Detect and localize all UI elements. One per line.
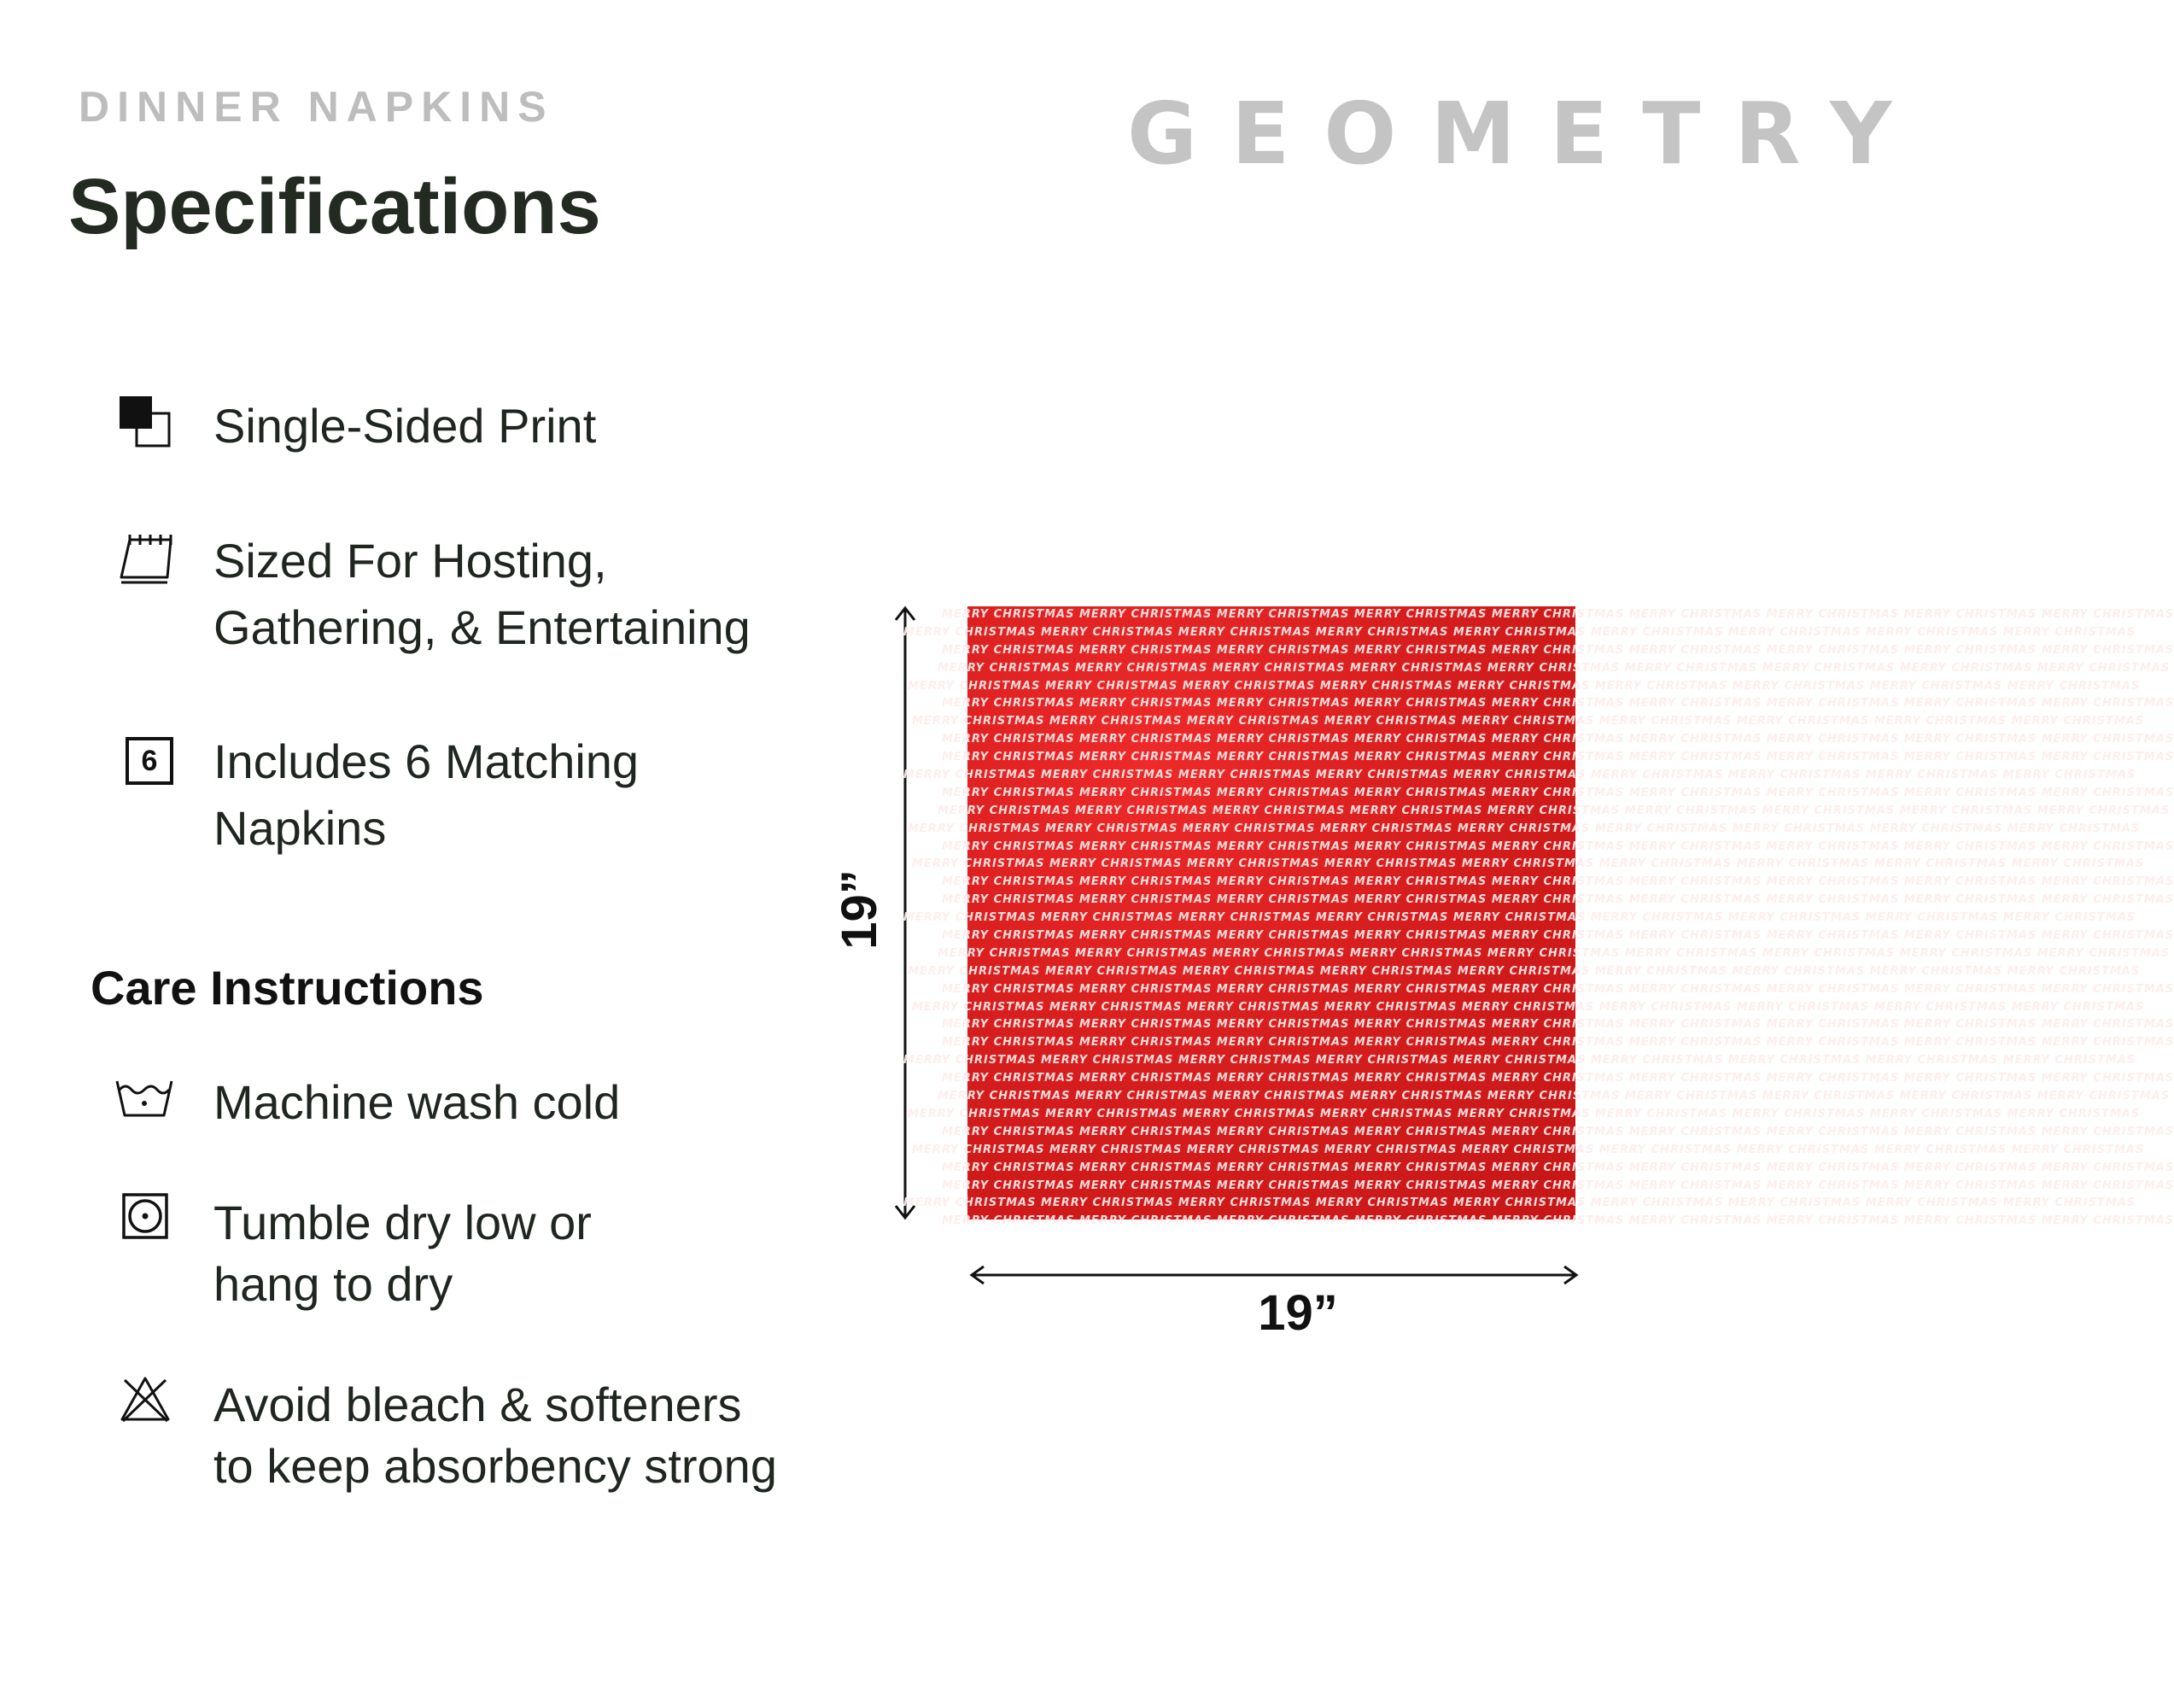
napkin-pattern-row: MERRY CHRISTMAS MERRY CHRISTMAS MERRY CHRISTMAS MERRY CHRISTMAS MERRY CHRISTMAS MERRY CHRISTMAS MERRY CHRISTMAS MERRY CHRISTMAS MERRY CHRISTMAS [903, 625, 2136, 639]
napkin-pattern-row: MERRY CHRISTMAS MERRY CHRISTMAS MERRY CHRISTMAS MERRY CHRISTMAS MERRY CHRISTMAS MERRY CHRISTMAS MERRY CHRISTMAS MERRY CHRISTMAS MERRY CHRISTMAS [908, 964, 2141, 978]
napkin-pattern-row: MERRY CHRISTMAS MERRY CHRISTMAS MERRY CHRISTMAS MERRY CHRISTMAS MERRY CHRISTMAS MERRY CHRISTMAS MERRY CHRISTMAS MERRY CHRISTMAS MERRY CHRISTMAS [942, 1125, 2174, 1138]
table-size-icon [118, 533, 174, 584]
height-label: 19” [832, 869, 887, 950]
width-label: 19” [1258, 1285, 1338, 1341]
napkin-pattern-row: MERRY CHRISTMAS MERRY CHRISTMAS MERRY CHRISTMAS MERRY CHRISTMAS MERRY CHRISTMAS MERRY CHRISTMAS MERRY CHRISTMAS MERRY CHRISTMAS MERRY CHRISTMAS [942, 751, 2174, 764]
eyebrow-label: DINNER NAPKINS [79, 83, 554, 131]
napkin-pattern-row: MERRY CHRISTMAS MERRY CHRISTMAS MERRY CHRISTMAS MERRY CHRISTMAS MERRY CHRISTMAS MERRY CHRISTMAS MERRY CHRISTMAS MERRY CHRISTMAS MERRY CHRISTMAS [942, 608, 2174, 621]
care-machine-wash [213, 1069, 794, 1136]
napkin-pattern-row: MERRY CHRISTMAS MERRY CHRISTMAS MERRY CHRISTMAS MERRY CHRISTMAS MERRY CHRISTMAS MERRY CHRISTMAS MERRY CHRISTMAS MERRY CHRISTMAS MERRY CHRISTMAS [938, 661, 2171, 675]
care-instructions-heading: Care Instructions [91, 961, 484, 1015]
care-line: Avoid bleach & softeners [213, 1378, 742, 1431]
napkin-pattern-row: MERRY CHRISTMAS MERRY CHRISTMAS MERRY CHRISTMAS MERRY CHRISTMAS MERRY CHRISTMAS MERRY CHRISTMAS MERRY CHRISTMAS MERRY CHRISTMAS MERRY CHRISTMAS [942, 697, 2174, 711]
napkin-pattern-row: MERRY CHRISTMAS MERRY CHRISTMAS MERRY CHRISTMAS MERRY CHRISTMAS MERRY CHRISTMAS MERRY CHRISTMAS MERRY CHRISTMAS MERRY CHRISTMAS MERRY CHRISTMAS [908, 822, 2141, 835]
napkin-pattern-row: MERRY CHRISTMAS MERRY CHRISTMAS MERRY CHRISTMAS MERRY CHRISTMAS MERRY CHRISTMAS MERRY CHRISTMAS MERRY CHRISTMAS MERRY CHRISTMAS MERRY CHRISTMAS [903, 911, 2136, 925]
feature-line: Gathering, & Entertaining [213, 600, 751, 654]
napkin-pattern-row: MERRY CHRISTMAS MERRY CHRISTMAS MERRY CHRISTMAS MERRY CHRISTMAS MERRY CHRISTMAS MERRY CHRISTMAS MERRY CHRISTMAS MERRY CHRISTMAS MERRY CHRISTMAS [942, 643, 2174, 657]
feature-line: Single-Sided Print [213, 399, 597, 453]
care-avoid-bleach [213, 1372, 794, 1500]
napkin-pattern-row: MERRY CHRISTMAS MERRY CHRISTMAS MERRY CHRISTMAS MERRY CHRISTMAS MERRY CHRISTMAS MERRY CHRISTMAS MERRY CHRISTMAS MERRY CHRISTMAS MERRY CHRISTMAS [942, 982, 2174, 996]
napkin-pattern-row: MERRY CHRISTMAS MERRY CHRISTMAS MERRY CHRISTMAS MERRY CHRISTMAS MERRY CHRISTMAS MERRY CHRISTMAS MERRY CHRISTMAS MERRY CHRISTMAS MERRY CHRISTMAS [938, 804, 2171, 817]
napkin-pattern-row: MERRY CHRISTMAS MERRY CHRISTMAS MERRY CHRISTMAS MERRY CHRISTMAS MERRY CHRISTMAS MERRY CHRISTMAS MERRY CHRISTMAS MERRY CHRISTMAS MERRY CHRISTMAS [942, 1161, 2174, 1174]
page-title: Specifications [68, 163, 601, 250]
count-six-glyph: 6 [141, 745, 158, 777]
napkin-pattern-row: MERRY CHRISTMAS MERRY CHRISTMAS MERRY CHRISTMAS MERRY CHRISTMAS MERRY CHRISTMAS MERRY CHRISTMAS MERRY CHRISTMAS MERRY CHRISTMAS MERRY CHRISTMAS [942, 1072, 2174, 1085]
napkin-pattern [903, 606, 2174, 1231]
single-sided-print-icon [118, 395, 172, 449]
napkin-pattern-row: MERRY CHRISTMAS MERRY CHRISTMAS MERRY CHRISTMAS MERRY CHRISTMAS MERRY CHRISTMAS MERRY CHRISTMAS MERRY CHRISTMAS MERRY CHRISTMAS MERRY CHRISTMAS [942, 1179, 2174, 1192]
napkin-pattern-row: MERRY CHRISTMAS MERRY CHRISTMAS MERRY CHRISTMAS MERRY CHRISTMAS MERRY CHRISTMAS MERRY CHRISTMAS MERRY CHRISTMAS MERRY CHRISTMAS MERRY CHRISTMAS [912, 1143, 2145, 1156]
napkin-pattern-row: MERRY CHRISTMAS MERRY CHRISTMAS MERRY CHRISTMAS MERRY CHRISTMAS MERRY CHRISTMAS MERRY CHRISTMAS MERRY CHRISTMAS MERRY CHRISTMAS MERRY CHRISTMAS [903, 1196, 2136, 1210]
napkin-pattern-row: MERRY CHRISTMAS MERRY CHRISTMAS MERRY CHRISTMAS MERRY CHRISTMAS MERRY CHRISTMAS MERRY CHRISTMAS MERRY CHRISTMAS MERRY CHRISTMAS MERRY CHRISTMAS [942, 1036, 2174, 1050]
napkin-pattern-row: MERRY CHRISTMAS MERRY CHRISTMAS MERRY CHRISTMAS MERRY CHRISTMAS MERRY CHRISTMAS MERRY CHRISTMAS MERRY CHRISTMAS MERRY CHRISTMAS MERRY CHRISTMAS [942, 929, 2174, 943]
feature-line: Sized For Hosting, [213, 534, 607, 588]
tumble-dry-low-icon [121, 1192, 169, 1240]
napkin-pattern-row: MERRY CHRISTMAS MERRY CHRISTMAS MERRY CHRISTMAS MERRY CHRISTMAS MERRY CHRISTMAS MERRY CHRISTMAS MERRY CHRISTMAS MERRY CHRISTMAS MERRY CHRISTMAS [942, 893, 2174, 907]
napkin-pattern-row: MERRY CHRISTMAS MERRY CHRISTMAS MERRY CHRISTMAS MERRY CHRISTMAS MERRY CHRISTMAS MERRY CHRISTMAS MERRY CHRISTMAS MERRY CHRISTMAS MERRY CHRISTMAS [912, 857, 2145, 871]
napkin-pattern-row: MERRY CHRISTMAS MERRY CHRISTMAS MERRY CHRISTMAS MERRY CHRISTMAS MERRY CHRISTMAS MERRY CHRISTMAS MERRY CHRISTMAS MERRY CHRISTMAS MERRY CHRISTMAS [942, 839, 2174, 853]
feature-single-sided [213, 393, 794, 459]
napkin-image [903, 606, 2174, 1228]
care-line: Machine wash cold [213, 1075, 621, 1129]
napkin-pattern-row: MERRY CHRISTMAS MERRY CHRISTMAS MERRY CHRISTMAS MERRY CHRISTMAS MERRY CHRISTMAS MERRY CHRISTMAS MERRY CHRISTMAS MERRY CHRISTMAS MERRY CHRISTMAS [908, 679, 2141, 693]
napkin-pattern-row: MERRY CHRISTMAS MERRY CHRISTMAS MERRY CHRISTMAS MERRY CHRISTMAS MERRY CHRISTMAS MERRY CHRISTMAS MERRY CHRISTMAS MERRY CHRISTMAS MERRY CHRISTMAS [938, 1090, 2171, 1103]
care-line: hang to dry [213, 1257, 453, 1311]
care-line: Tumble dry low or [213, 1196, 592, 1249]
napkin-pattern-row: MERRY CHRISTMAS MERRY CHRISTMAS MERRY CHRISTMAS MERRY CHRISTMAS MERRY CHRISTMAS MERRY CHRISTMAS MERRY CHRISTMAS MERRY CHRISTMAS MERRY CHRISTMAS [942, 1214, 2174, 1228]
napkin-pattern-row: MERRY CHRISTMAS MERRY CHRISTMAS MERRY CHRISTMAS MERRY CHRISTMAS MERRY CHRISTMAS MERRY CHRISTMAS MERRY CHRISTMAS MERRY CHRISTMAS MERRY CHRISTMAS [903, 1054, 2136, 1068]
napkin-pattern-row: MERRY CHRISTMAS MERRY CHRISTMAS MERRY CHRISTMAS MERRY CHRISTMAS MERRY CHRISTMAS MERRY CHRISTMAS MERRY CHRISTMAS MERRY CHRISTMAS MERRY CHRISTMAS [912, 1000, 2145, 1014]
feature-includes-six [213, 728, 794, 862]
napkin-pattern-row: MERRY CHRISTMAS MERRY CHRISTMAS MERRY CHRISTMAS MERRY CHRISTMAS MERRY CHRISTMAS MERRY CHRISTMAS MERRY CHRISTMAS MERRY CHRISTMAS MERRY CHRISTMAS [942, 1018, 2174, 1032]
feature-sized-for-hosting [213, 528, 794, 661]
napkin-pattern-row: MERRY CHRISTMAS MERRY CHRISTMAS MERRY CHRISTMAS MERRY CHRISTMAS MERRY CHRISTMAS MERRY CHRISTMAS MERRY CHRISTMAS MERRY CHRISTMAS MERRY CHRISTMAS [942, 733, 2174, 746]
napkin-pattern-row: MERRY CHRISTMAS MERRY CHRISTMAS MERRY CHRISTMAS MERRY CHRISTMAS MERRY CHRISTMAS MERRY CHRISTMAS MERRY CHRISTMAS MERRY CHRISTMAS MERRY CHRISTMAS [903, 769, 2136, 782]
napkin-pattern-row: MERRY CHRISTMAS MERRY CHRISTMAS MERRY CHRISTMAS MERRY CHRISTMAS MERRY CHRISTMAS MERRY CHRISTMAS MERRY CHRISTMAS MERRY CHRISTMAS MERRY CHRISTMAS [938, 946, 2171, 960]
napkin-pattern-row: MERRY CHRISTMAS MERRY CHRISTMAS MERRY CHRISTMAS MERRY CHRISTMAS MERRY CHRISTMAS MERRY CHRISTMAS MERRY CHRISTMAS MERRY CHRISTMAS MERRY CHRISTMAS [942, 786, 2174, 799]
feature-line: Includes 6 Matching [213, 734, 640, 788]
brand-logo: GEOMETRY [1127, 84, 1926, 184]
do-not-bleach-icon [120, 1375, 171, 1423]
napkin-pattern-row: MERRY CHRISTMAS MERRY CHRISTMAS MERRY CHRISTMAS MERRY CHRISTMAS MERRY CHRISTMAS MERRY CHRISTMAS MERRY CHRISTMAS MERRY CHRISTMAS MERRY CHRISTMAS [942, 875, 2174, 889]
feature-line: Napkins [213, 801, 387, 855]
machine-wash-cold-icon [114, 1078, 174, 1120]
napkin-pattern-row: MERRY CHRISTMAS MERRY CHRISTMAS MERRY CHRISTMAS MERRY CHRISTMAS MERRY CHRISTMAS MERRY CHRISTMAS MERRY CHRISTMAS MERRY CHRISTMAS MERRY CHRISTMAS [908, 1107, 2141, 1120]
care-line: to keep absorbency strong [213, 1439, 777, 1493]
care-tumble-dry [213, 1190, 794, 1318]
napkin-pattern-row: MERRY CHRISTMAS MERRY CHRISTMAS MERRY CHRISTMAS MERRY CHRISTMAS MERRY CHRISTMAS MERRY CHRISTMAS MERRY CHRISTMAS MERRY CHRISTMAS MERRY CHRISTMAS [912, 715, 2145, 728]
